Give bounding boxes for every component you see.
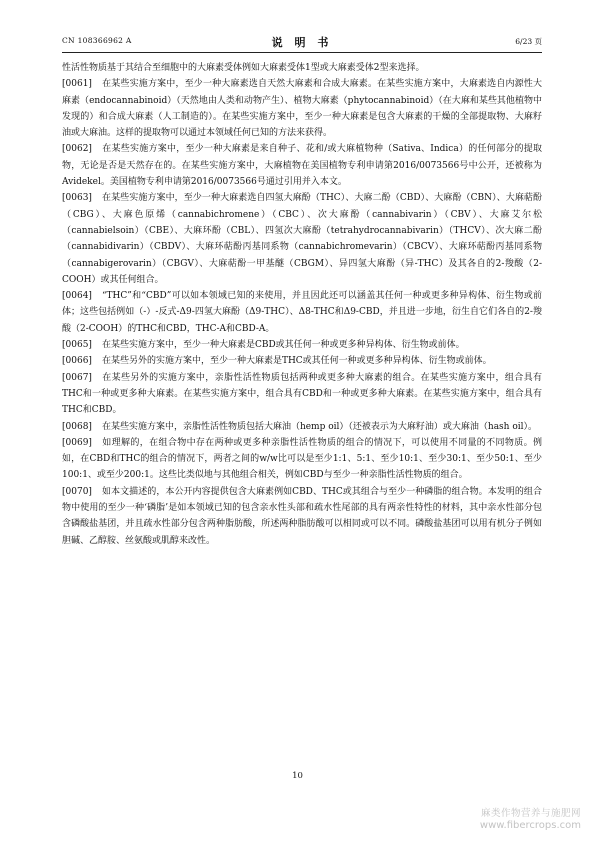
paragraph-number: [0069] — [62, 437, 92, 448]
paragraph-0067 — [62, 370, 542, 419]
page-indicator: 6/23 页 — [515, 37, 542, 46]
paragraph-number: [0065] — [62, 340, 92, 351]
paragraph-0068 — [62, 419, 542, 435]
watermark-url: www.fibercrops.com — [479, 820, 581, 831]
paragraph-0061 — [62, 76, 542, 141]
paragraph-number: [0062] — [62, 144, 92, 155]
paragraph-0062 — [62, 141, 542, 190]
paragraph-0070 — [62, 484, 542, 549]
paragraph-0065 — [62, 337, 542, 353]
paragraph-number: [0068] — [62, 421, 92, 432]
page-number: 10 — [292, 771, 303, 781]
paragraph-text: 在某些实施方案中，至少一种大麻素是来自种子、花和/或大麻植物种（Sativa、Indica）的任何部分的提取物，无论是否是天然存在的。在某些实施方案中，大麻植物在美国植物专利申请第2016/0073566号中公开，还被称为Avidekel。美国植物专利申请第2016/0073566号通过引用并入本文。 — [62, 144, 542, 188]
paragraph-text: 如理解的，在组合物中存在两种或更多种亲脂性活性物质的组合的情况下，可以使用不同量的不同物质。例如，在CBD和THC的组合的情况下，两者之间的w/w比可以是至少1:1、5:1、至少10:1、至少30:1、至少50:1、至少100:1、或至少200:1。这些比类似地与其他组合相关，例如CBD与至少一种亲脂性活性物质的组合。 — [62, 437, 542, 481]
paragraph-0063 — [62, 190, 542, 288]
document-body — [62, 60, 542, 549]
paragraph-text: “THC”和“CBD”可以如本领域已知的来使用，并且因此还可以涵盖其任何一种或更多种异构体、衍生物或前体；这些包括例如（-）-反式-Δ9-四氢大麻酚（Δ9-THC）、Δ8-THC和Δ9-CBD，并且进一步地，衍生自它们各自的2-羧酸（2-COOH）的THC和CBD，THC-A和CBD-A。 — [62, 291, 542, 334]
paragraph-number: [0070] — [62, 486, 92, 497]
paragraph-text: 在某些实施方案中，至少一种大麻素选自四氢大麻酚（THC）、大麻二酚（CBD）、大麻酚（CBN）、大麻萜酚（CBG）、大麻色原烯（cannabichromene）（CBC）、次大麻酚（cannabivarin）（CBV）、大麻艾尔松（cannabielsoin）（CBE）、大麻环酚（CBL）、四氢次大麻酚（tetrahydrocannabivarin）（THCV）、次大麻二酚（cannabidivarin）（CBDV）、大麻环萜酚丙基同系物（cannabichromevarin）（CBCV）、大麻环萜酚丙基同系物（cannabigerovarin）（CBGV）、大麻萜酚一甲基醚（CBGM）、异四氢大麻酚（异-THC）及其各自的2-羧酸（2-COOH）或其任何组合。 — [62, 193, 542, 285]
paragraph-text: 在某些实施方案中，至少一种大麻素是CBD或其任何一种或更多种异构体、衍生物或前体。 — [101, 340, 465, 351]
paragraph-text: 如本文描述的，本公开内容提供包含大麻素例如CBD、THC或其组合与至少一种磷脂的组合物。本发明的组合物中使用的至少一种‘磷脂’是如本领域已知的包含亲水性头部和疏水性尾部的具有两亲性特性的材料，其中亲水性部分包含磷酸盐基团，并且疏水性部分包含两种脂肪酸，所述两种脂肪酸可以相同或可以不同。磷酸盐基团可以用有机分子例如胆碱、乙醇胺、丝氨酸或肌醇来改性。 — [62, 486, 542, 546]
paragraph-number: [0067] — [62, 372, 92, 383]
document-title: 说 明 书 — [271, 36, 333, 49]
paragraph-text: 性活性物质基于其结合至细胞中的大麻素受体例如大麻素受体1型或大麻素受体2型来选择。 — [62, 63, 425, 73]
paragraph-text: 在某些实施方案中，至少一种大麻素选自天然大麻素和合成大麻素。在某些实施方案中，大麻素选自内源性大麻素（endocannabinoid）（天然地由人类和动物产生）、植物大麻素（phytocannabinoid）（在大麻和某些其他植物中发现的）和合成大麻素（人工制造的）。在某些实施方案中，至少一种大麻素是包含大麻素的干燥的全部提取物、大麻籽油或大麻油。这样的提取物可以通过本领域任何已知的方法来获得。 — [62, 79, 542, 139]
watermark — [480, 808, 581, 832]
paragraph-text: 在某些另外的实施方案中，亲脂性活性物质包括两种或更多种大麻素的组合。在某些实施方案中，组合具有THC和一种或更多种大麻素。在某些实施方案中，组合具有CBD和一种或更多种大麻素。在某些实施方案中，组合具有THC和CBD。 — [62, 372, 542, 416]
paragraph-0069 — [62, 435, 542, 484]
paragraph-text: 在某些实施方案中，亲脂性活性物质包括大麻油（hemp oil）（还被表示为大麻籽油）或大麻油（hash oil）。 — [101, 421, 538, 432]
paragraph-text: 在某些另外的实施方案中，至少一种大麻素是THC或其任何一种或更多种异构体、衍生物或前体。 — [101, 356, 492, 367]
document-number: CN 108366962 A — [62, 36, 132, 45]
paragraph-number: [0061] — [62, 79, 92, 90]
paragraph-number: [0064] — [62, 291, 92, 302]
page-header — [62, 34, 542, 53]
paragraph-number: [0063] — [62, 193, 92, 204]
watermark-site-name: 麻类作物营养与施肥网 — [480, 808, 581, 819]
paragraph-continuation — [62, 60, 542, 76]
paragraph-number: [0066] — [62, 356, 92, 367]
paragraph-0064 — [62, 288, 542, 337]
paragraph-0066 — [62, 353, 542, 369]
